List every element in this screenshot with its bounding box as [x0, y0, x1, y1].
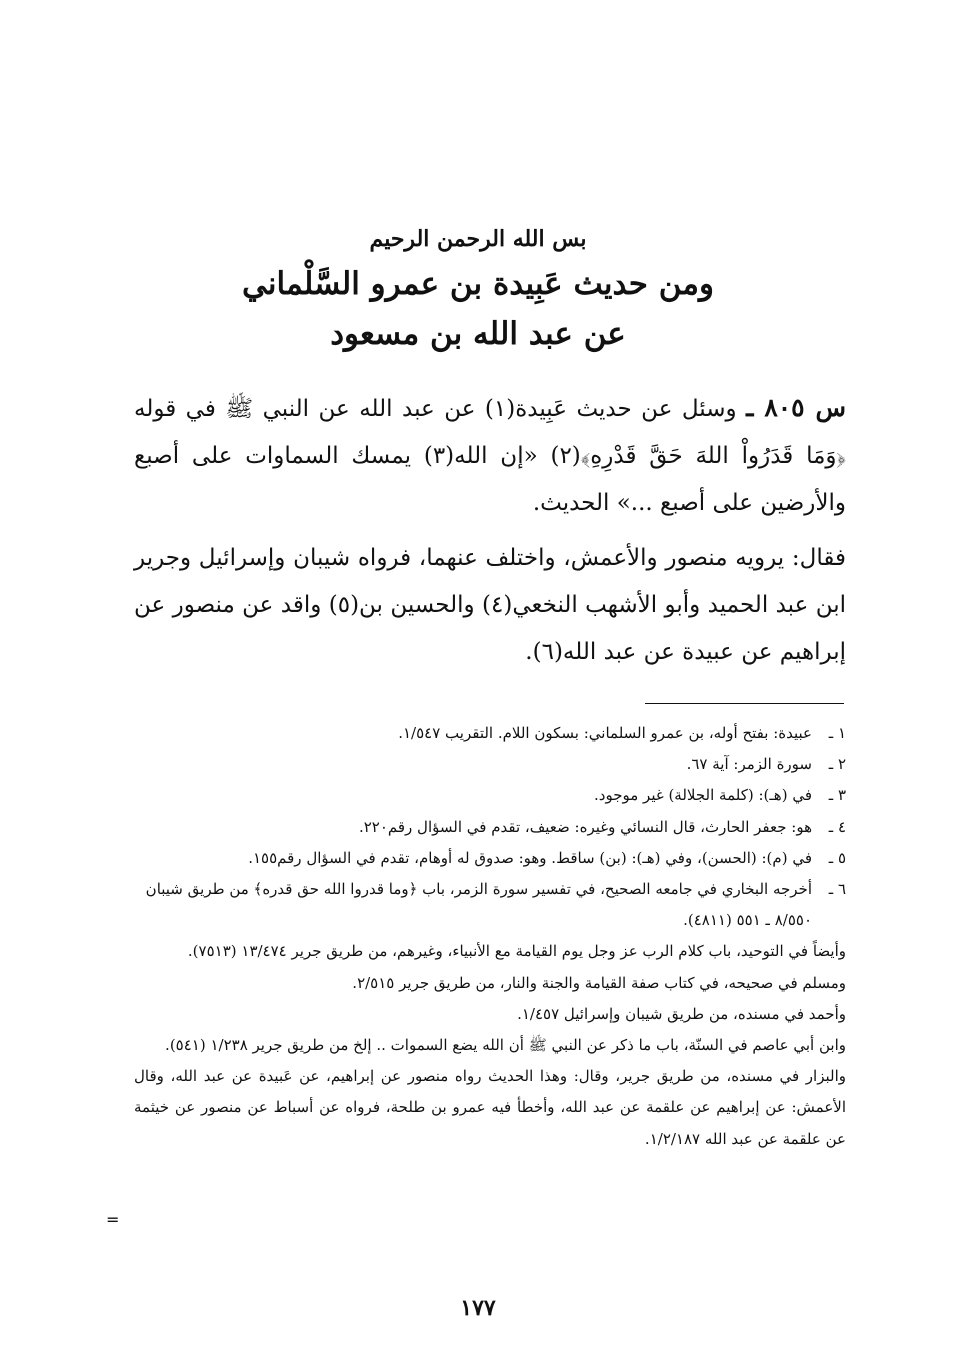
- footnote-text: أخرجه البخاري في جامعه الصحيح، في تفسير سورة الزمر، باب ﴿وما قدروا الله حق قدره﴾ من طريق شيبان ٨/٥٥٠ ـ ٥٥١ (٤٨١١).: [145, 880, 812, 930]
- footnote-text: في (م): (الحسن)، وفي (هـ): (بن) ساقط. وهو: صدوق له أوهام، تقدم في السؤال رقم١٥٥.: [248, 848, 812, 867]
- footnote: ٢ ـ سورة الزمر: آية ٦٧.: [686, 755, 846, 774]
- footnote-continuation: ومسلم في صحيحه، في كتاب صفة القيامة والجنة والنار، من طريق جرير ٢/٥١٥.: [352, 973, 846, 992]
- footnote-separator: [645, 703, 844, 704]
- footnote-continuation: وابن أبي عاصم في السنّة، باب ما ذكر عن النبي ﷺ أن الله يضع السموات .. إلخ من طريق جرير ١/٢٣٨ (٥٤١).: [165, 1036, 846, 1055]
- question-number: س ٨٠٥ ـ: [746, 393, 847, 422]
- chapter-subtitle: عن عبد الله بن مسعود: [330, 316, 626, 352]
- footnote-text: عبيدة: بفتح أوله، بن عمرو السلماني: بسكون اللام. التقريب ١/٥٤٧.: [398, 724, 812, 742]
- footnote: ٦ ـ أخرجه البخاري في جامعه الصحيح، في تفسير سورة الزمر، باب ﴿وما قدروا الله حق قدره﴾ من طريق شيبان ٨/٥٥٠ ـ ٥٥١ (٤٨١١).: [145, 880, 846, 930]
- continuation-mark: =: [106, 1210, 120, 1229]
- footnote-text: سورة الزمر: آية ٦٧.: [686, 755, 812, 774]
- footnote: ٥ ـ في (م): (الحسن)، وفي (هـ): (بن) ساقط. وهو: صدوق له أوهام، تقدم في السؤال رقم١٥٥.: [248, 848, 846, 867]
- footnote-continuation: وأيضاً في التوحيد، باب كلام الرب عز وجل يوم القيامة مع الأنبياء، وغيرهم، من طريق جرير ١٣/٤٧٤ (٧٥١٣).: [187, 942, 846, 961]
- footnote-number: ٢: [837, 755, 846, 774]
- footnote: ٣ ـ في (هـ): (كلمة الجلالة) غير موجود.: [594, 786, 846, 805]
- footnote-number: ٣: [837, 786, 846, 805]
- footnote-number: ١: [837, 724, 846, 742]
- footnote-number: ٦: [837, 880, 846, 899]
- answer-paragraph: [134, 535, 846, 676]
- footnote-continuation: وأحمد في مسنده، من طريق شيبان وإسرائيل ١/٤٥٧.: [517, 1004, 846, 1023]
- footnote: ١ ـ عبيدة: بفتح أوله، بن عمرو السلماني: بسكون اللام. التقريب ١/٥٤٧.: [398, 724, 846, 742]
- footnote-number: ٤: [837, 817, 846, 836]
- page-number: ١٧٧: [460, 1295, 496, 1321]
- footnote-number: ٥: [837, 848, 846, 867]
- question-text: وسئل عن حديث عَبِيدة(١) عن عبد الله عن النبي ﷺ في قوله ﴿وَمَا قَدَرُواْ اللهَ حَقَّ قَدْرِهِ﴾(٢) «إن الله(٣) يمسك السماوات على أصبع والأرضين على أصبع ...» الحديث.: [134, 396, 846, 516]
- chapter-title: ومن حديث عَبِيدة بن عمرو السَّلْماني: [242, 266, 714, 302]
- footnote-text: في (هـ): (كلمة الجلالة) غير موجود.: [594, 786, 812, 805]
- footnote: ٤ ـ هو: جعفر الحارث، قال النسائي وغيره: ضعيف، تقدم في السؤال رقم٢٢٠.: [358, 817, 846, 836]
- answer-text: فقال: يرويه منصور والأعمش، واختلف عنهما، فرواه شيبان وإسرائيل وجرير ابن عبد الحميد وأبو الأشهب النخعي(٤) والحسين بن(٥) واقد عن منصور عن إبراهيم عن عبيدة عن عبد الله(٦).: [134, 545, 846, 665]
- question-paragraph: [134, 384, 846, 527]
- footnote-text: هو: جعفر الحارث، قال النسائي وغيره: ضعيف، تقدم في السؤال رقم٢٢٠.: [358, 817, 812, 836]
- footnotes: [134, 718, 846, 1155]
- footnote-continuation: والبزار في مسنده، من طريق جرير، وقال: وهذا الحديث رواه منصور عن إبراهيم، عن عَبيدة عن عبد الله، وقال الأعمش: عن إبراهيم عن علقمة عن عبد الله، وأخطأ فيه عمرو بن طلحة، فرواه عن أسباط عن منصور عن خيثمة عن علقمة عن عبد الله ١/٢/١٨٧.: [134, 1067, 846, 1148]
- basmala: بس الله الرحمن الرحيم: [369, 226, 587, 252]
